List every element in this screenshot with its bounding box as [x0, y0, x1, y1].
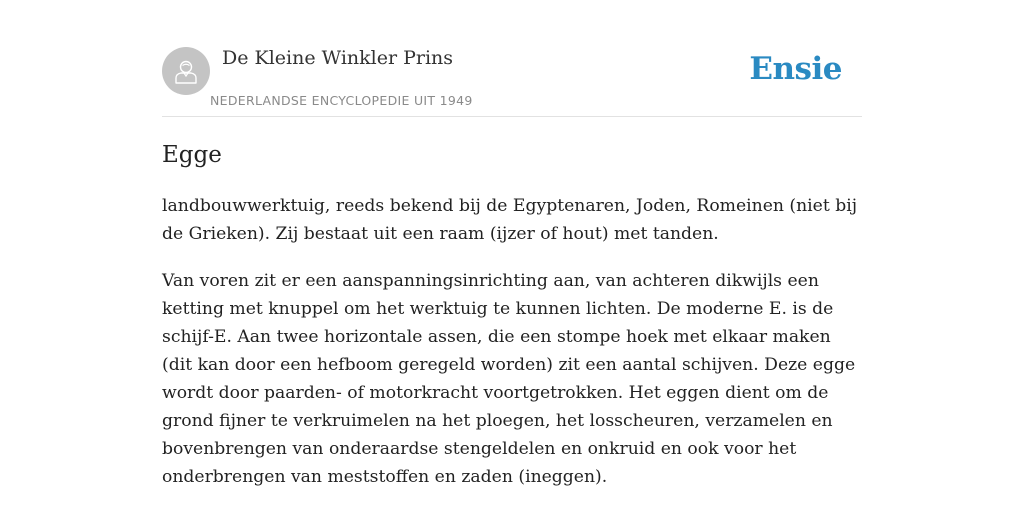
author-name[interactable]: De Kleine Winkler Prins	[222, 47, 454, 69]
article-title: Egge	[162, 142, 222, 168]
user-avatar-icon	[172, 57, 200, 85]
article-paragraph: landbouwwerktuig, reeds bekend bij de Egyptenaren, Joden, Romeinen (niet bij de Grieken). Zij bestaat uit een raam (ijzer of hout) met tanden.	[162, 196, 858, 244]
encyclopedia-subtitle: NEDERLANDSE ENCYCLOPEDIE UIT 1949	[210, 93, 473, 108]
header	[162, 0, 862, 117]
page	[162, 0, 862, 512]
avatar[interactable]	[162, 47, 210, 95]
article-paragraph: Van voren zit er een aanspanningsinrichting aan, van achteren dikwijls een ketting met knuppel om het werktuig te kunnen lichten. De moderne E. is de schijf-E. Aan twee horizontale assen, die een stompe hoek met elkaar maken (dit kan door een hefboom geregeld worden) zit een aantal schijven. Deze egge wordt door paarden- of motorkracht voortgetrokken. Het eggen dient om de grond fijner te verkruimelen na het ploegen, het losscheuren, verzamelen en bovenbrengen van onderaardse stengeldelen en onkruid en ook voor het onderbrengen van meststoffen en zaden (ineggen).	[162, 271, 856, 487]
ensie-logo[interactable]: Ensie	[749, 51, 842, 87]
article-body	[162, 192, 862, 510]
